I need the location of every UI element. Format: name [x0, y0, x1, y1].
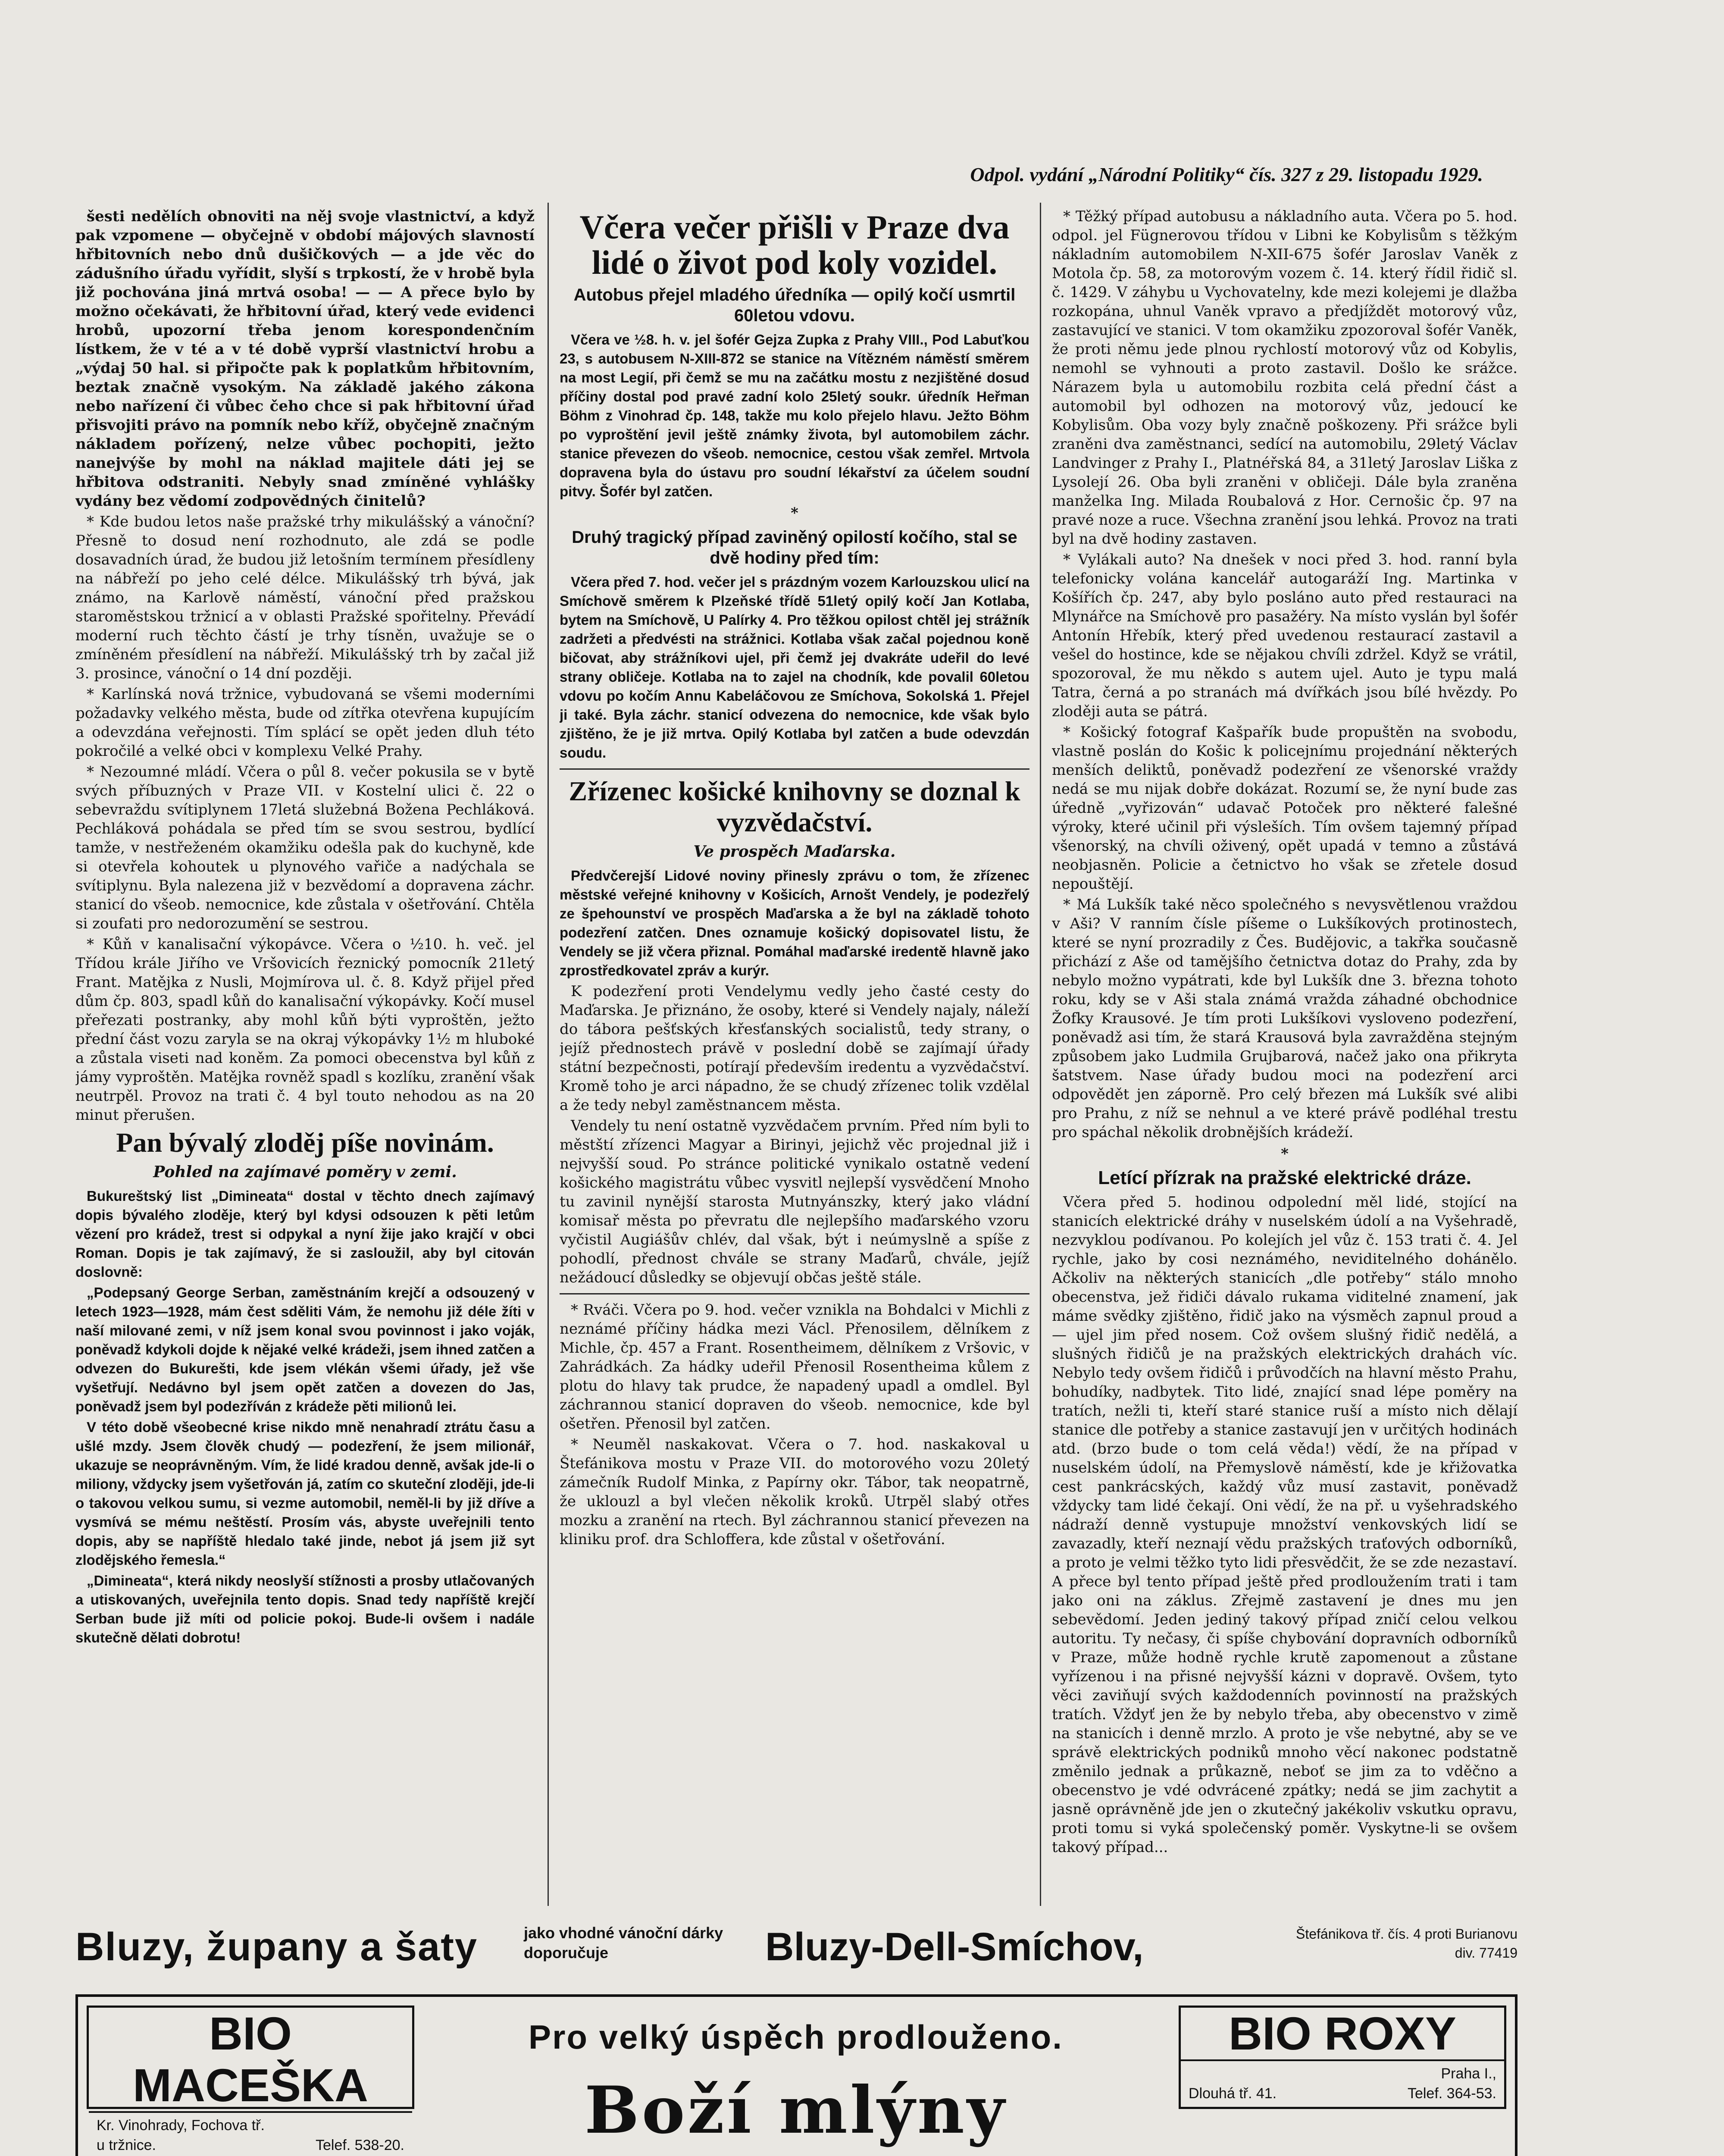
subheadline: Ve prospěch Maďarska. — [693, 843, 896, 861]
headline: Druhý tragický případ zaviněný opilostí kočího, stal se dvě hodiny před tím: — [572, 528, 1017, 567]
cinema-name: BIO MACEŠKA — [89, 2008, 412, 2113]
cinema-advertisement — [75, 1994, 1517, 2156]
address-line: Dlouhá tř. 41. — [1189, 2085, 1277, 2102]
column-left — [75, 207, 535, 1910]
article-text: * Nezoumné mládí. Včera o půl 8. večer pokusila se v bytě svých příbuzných v Praze VII. v Kostelní ulici č. 22 o sebevraždu svítiplynem 17letá služebná Božena Pechláková. Pechláková pohádala se před tím se svou sestrou, bydlící tamže, v nestřeženém okamžiku odešla pak do kuchyně, kde si otevřela kohoutek u plynového vařiče a nadýchala se svítiplynu. Byla nalezena již v bezvědomí a dopravena záchr. stanicí do všeob. nemocnice, kde zůstala v ošetřování. Chtěla si zoufati pro nedorozumění se sestrou. — [75, 763, 535, 932]
address-row — [97, 2135, 404, 2155]
promo-text: Pro velký úspěch prodlouženo. — [529, 2018, 1063, 2056]
address-row — [1189, 2084, 1496, 2103]
cinema-box-left — [87, 2006, 414, 2153]
article-text: * Vylákali auto? Na dnešek v noci před 3. hod. ranní byla telefonicky volána kancelář autogaráží Ing. Martinka v Košířích čp. 247, aby bylo posláno auto před restauraci na Mlynářce na Smíchově pro pasažéry. Na místo vyslán byl šofér Antonín Hřebík, který před uvedenou restaurací zastavil a vešel do hostince, kde se nějakou chvíli zdržel. Když se vrátil, spozoroval, že mu někdo s autem ujel. Auto je typu malá Tatra, černá a po stranách má dvířkách jsou bílé hvězdy. Po zloději auta se pátrá. — [1052, 551, 1517, 720]
article-text: Včera před 7. hod. večer jel s prázdným vozem Karlouzskou ulicí na Smíchově směrem k Plzeňské třídě 51letý opilý kočí Jan Kotlaba, bytem na Smíchově, U Palírky 4. Pro těžkou opilost chtěl jej strážník zadržeti a předvésti na strážnici. Kotlaba však začal pojednou koně bičovat, aby strážníkovi ujel, při čemž jej dvakráte udeřil do levé strany obličeje. Kotlaba na to zajel na chodník, kde povalil 60letou vdovu po kočím Annu Kabeláčovou ze Smíchova, Sokolská 1. Přejel ji také. Byla záchr. stanicí odvezena do nemocnice, kde však bylo zjištěno, že je již mrtva. Opilý Kotlaba byl zatčen a bude odevzdán soudu. — [560, 574, 1029, 761]
separator-star: * — [1281, 1145, 1289, 1163]
ad-shop-name: Bluzy-Dell-Smíchov, — [765, 1925, 1144, 1969]
article-text: * Košický fotograf Kašpařík bude propuštěn na svobodu, vlastně poslán do Košic k policejnímu projednání některých menších deliktů, poněvadž podezření ze všenorské vraždy nedá se mu nijak dobře dokázat. Rozumí se, že nyní bude zas úředně „vyřizován“ udavač Potoček pro některé falešné výroky, které učinil při výsleších. Tím ovšem tajemný případ všenorský, na chvíli oživený, opět upadá v temno a zůstává neobjasněn. Policie a četnictvo ho však se zřetele dosud nepouštějí. — [1052, 724, 1517, 893]
cinema-name: BIO ROXY — [1181, 2008, 1504, 2061]
article-text: Včera ve ½8. h. v. jel šofér Gejza Zupka z Prahy VIII., Pod Labuťkou 23, s autobusem N-XIII-872 se stanice na Vítězném náměstí směrem na most Legií, při čemž se mu na začátku mostu z nezjištěné dosud příčiny dostal pod pravé zadní kolo 25letý soukr. úředník Heřman Böhm z Vinohrad čp. 148, takže mu kolo přejelo hlavu. Ježto Böhm po vyproštění jevil ještě známky života, byl automobilem záchr. stanice převezen do všeob. nemocnice, cestou však zemřel. Mrtvola dopravena byla do ústavu pro soudní lékařství za účelem soudní pitvy. Šofér byl zatčen. — [560, 332, 1029, 499]
divider — [560, 1293, 1029, 1294]
article-text: * Těžký případ autobusu a nákladního auta. Včera po 5. hod. odpol. jel Fügnerovou třídou v Libni ke Kobylisům s těžkým nákladním automobilem N-XII-675 šofér Jaroslav Vaněk z Motola čp. 58, za motorovým vozem č. 14. který řídil řidič sl. č. 1429. V záhybu u Vychovatelny, kde mezi kolejemi je dlažba rozkopána, uhnul Vaněk vpravo a předjíždět motorový vůz, zastavující ve stanici. V tom okamžiku zpozoroval šofér Vaněk, že proti němu jede plnou rychlostí motorový vůz od Kobylis, nemohl se vyhnouti a proto zastavil. Došlo ke srážce. Nárazem byla u automobilu rozbita celá přední část a automobil byl odhozen na motorový vůz, jedoucí ke Kobylisům. Oba vozy byly značně poškozeny. Při srážce byli zraněni dva zaměstnanci, sedící na automobilu, 29letý Václav Landvinger z Prahy I., Platnéřská 84, a 31letý Jaroslav Liška z Lysolejí 26. Oba byli zraněni v obličeji. Dále byla zraněna manželka Ing. Milada Roubalová z Hor. Cernošic čp. 97 na pravé noze a ruce. Všechna zranění jsou lehká. Provoz na trati byl na dvě hodiny zastaven. — [1052, 208, 1517, 548]
cinema-address — [89, 2113, 412, 2156]
separator-star: * — [791, 505, 798, 522]
subheadline: Autobus přejel mladého úředníka — opilý kočí usmrtil 60letou vdovu. — [573, 285, 1016, 325]
article-text: * Kůň v kanalisační výkopávce. Včera o ½10. h. več. jel Třídou krále Jiřího ve Vršovicích řeznický pomocník 21letý Frant. Matějka z Nusli, Mojmírova ul. č. 8. Když přijel před dům čp. 803, spadl kůň do kanalisační výkopávky. Kočí musel přeřezati postranky, aby mohl kůň býti vyproštěn, ježto přední část vozu zaryla se na okraj výkopávky 1½ m hluboké a zůstala viseti nad koněm. Za pomoci obecenstva byl kůň z jámy vyproštěn. Matějka rovněž spadl s kozlíku, zranění však neutrpěl. Provoz na trati č. 4 byl touto nehodou as na 20 minut přerušen. — [75, 936, 535, 1124]
column-right — [1052, 207, 1517, 1910]
article-text: „Dimineata“, která nikdy neoslyší stížnosti a prosby utlačovaných a utiskovaných, uveřejnila tento dopis. Snad tedy napříště krejčí Serban bude již míti od policie pokoj. Bude-li ovšem i nadále skutečně dělati dobrotu! — [75, 1573, 535, 1645]
article-text: * Neuměl naskakovat. Včera o 7. hod. naskakoval u Štefánikova mostu v Praze VII. do motorového vozu 20letý zámečník Rudolf Minka, z Papírny okr. Tábor, tak neopatrně, že uklouzl a byl vlečen několik kroků. Utrpěl slabý otřes mozku a zranění na rtech. Byl záchrannou stanicí převezen na kliniku prof. dra Schloffera, kde zůstal v ošetřování. — [560, 1436, 1029, 1548]
headline: Pan bývalý zloděj píše novinám. — [116, 1127, 494, 1158]
cinema-address — [1181, 2061, 1504, 2106]
headline: Zřízenec košické knihovny se doznal k vyzvědačství. — [569, 776, 1020, 837]
article-text: * Má Lukšík také něco společného s nevysvětlenou vraždou v Aši? V ranním čísle píšeme o Lukšíkových protinostech, které se nyní prozradily z Čes. Budějovic, a takřka současně přichází z Aše od tamějšího četnictva dotaz do Prahy, zda by nebylo možno vypátrati, kde byl Lukšík dne 3. března tohoto roku, kdy se v Aši stala známá vražda záhadné obchodnice Žofky Krausové. Je tím proti Lukšíkovi vysloveno podezření, poněvadž asi tím, že stará Krausová byla zavražděna stejným způsobem jako Ludmila Grujbarová, načež jako ona přikryta šatstvem. Nase úřady budou moci na podezření arci odpovědět jen záporně. Pro celý březen má Lukšík své alibi pro Prahu, z níž se nehnul a ve které právě podléhal trestu pro spáchal několik drobnějších krádeží. — [1052, 896, 1517, 1141]
article-text: * Karlínská nová tržnice, vybudovaná se všemi moderními požadavky velkého města, bude od zítřka otevřena kupujícím a odevzdána veřejnosti. Tím splácí se opět jeden dluh této pokročilé a velké obci v komplexu Velké Prahy. — [75, 686, 535, 760]
article-text: Vendely tu není ostatně vyzvědačem prvním. Před ním byli to městští zřízenci Magyar a Birinyi, jejichž věc projednal již i nejvyšší soud. Po stránce politické vynikalo ostatně vedení košického magistrátu vůbec vysvitl nejlepší vysvědčení Mnoho tu zavinil nynější starosta Mutnyánszky, který jako vládní komisař města po převratu dle nejlepšího maďarského vzoru vyčistil Augiášův chlév, dal však, být i neúmyslně a spíše z pohodlí, přednost chvále se strany Maďarů, chvále, jejíž nežádoucí důsledky se objevují občas ještě stále. — [560, 1117, 1029, 1286]
column-rule — [548, 203, 549, 1906]
film-title: Boží mlýny — [584, 2072, 1007, 2148]
address-line: Kr. Vinohrady, Fochova tř. — [97, 2117, 265, 2134]
article-text: V této době všeobecné krise nikdo mně nenahradí ztrátu času a ušlé mzdy. Jsem člověk chudý — podezření, že jsem milionář, ukazuje se neoprávněným. Vím, že lidé kradou denně, avšak jde-li o miliony, vždycky jsem vyšetřován já, zatím co skuteční zloději, jde-li o takovou velkou sumu, si vezme automobil, neměl-li by již dříve a vysmívá se mému neštěstí. Prosím vás, abyste uveřejnili tento dopis, aby se napříště hledalo také jinde, nebot já jsem již syt zlodějského řemesla.“ — [75, 1419, 535, 1568]
issue-header: Odpol. vydání „Národní Politiky“ čís. 327 z 29. listopadu 1929. — [970, 163, 1483, 185]
ad-title: Bluzy, župany a šaty — [75, 1925, 478, 1969]
article-text: Včera před 5. hodinou odpolední měl lidé, stojící na stanicích elektrické dráhy v nuselském údolí a na Vyšehradě, nezvyklou podívanou. Po kolejích jel vůz č. 153 trati č. 4. Jel rychle, jako by cosi neznámého, neviditelného dohánělo. Ačkoliv na některých stanicích „dle potřeby“ stálo mnoho obecenstva, jež řidiči dávalo rukama viditelné znamení, jak máme svědky zjištěno, řidič jako na výsměch zapnul proud a — ujel jim před nosem. Což ovšem slušný řidič nedělá, a slušných řidičů je na pražských elektrických drahách víc. Nebylo tedy ovšem řidičů i průvodčích na hlavní město Prahu, bohudíky, nadbytek. Tito lidé, znající snad lépe poměry na tratích, nežli ti, kteří staré stanice ruší a místo nich dělají stanice dle potřeby a stanice zastavují jen v určitých hodinách atd. (brzo bude o tom celá věda!) vědí, že na případ v nuselském údolí, na Přemyslově náměstí, kde je křižovatka cest pankrácských, každý vůz musí zastavit, poněvadž vždycky tam lidé čekají. Oni vědí, že na př. u vyšehradského nádraží denně vystupuje množství venkovských lidí se zavazadly, kteří neznají vědu pražských traťových odborníků, a proto je velmi těžko tyto lidi přesvědčit, že se zde nezastaví. A přece byl tento případ ještě před prodloužením trati i tam jako oni na záklus. Zřejmě zastavení je dnes mu jen sebevědomí. Jeden jediný takový případ zničí celou velkou autoritu. Ty nečasy, či spíše chybování dopravních odborníků v Praze, může hodně rychle krutě zapomenout a zůstane vyřízenou i na přisné nejvyšší kázni v dopravě. Ovšem, tyto věci zaviňují svých každodenních povinností na pražských tratích. Vždyť jen že by nebylo třeba, aby obecenstvo v zimě na stanicích i denně mrzlo. A proto je vše nebytné, aby se ve správě elektrických podniků mnoho věcí nakonec podstatně změnilo jednak a průkazně, neboť se jim za to vděčno a obecenstvo je vdé odvrácené zpátky; nedá se jim zachytit a jasně oprávněně jde jen o zkutečný jakékoliv vskutku opravu, proti tomu si vyká společenský poměr. Vyskytne-li se ovšem takový případ... — [1052, 1194, 1517, 1856]
advertisement-bar — [75, 1917, 1517, 1977]
cinema-box-right — [1179, 2006, 1506, 2109]
column-middle — [560, 207, 1029, 1910]
address-line: u tržnice. — [97, 2137, 156, 2153]
article-text: Předvčerejší Lidové noviny přinesly zprávu o tom, že zřízenec městské veřejné knihovny v Košicích, Arnošt Vendely, je podezřelý ze špehounství ve prospěch Maďarska a že byl na základě tohoto podezření zatčen. Dnes oznamuje košický dopisovatel listu, že Vendely se již včera přiznal. Pomáhal maďarské iredentě hlavně jako zprostředkovatel zpráv a kurýr. — [560, 868, 1029, 978]
address-line: Praha I., — [1441, 2065, 1496, 2082]
article-text: Bukureštský list „Dimineata“ dostal v těchto dnech zajímavý dopis bývalého zloděje, který byl kdysi odsouzen k pěti letům vězení pro krádež, trest si odpykal a nyní žije jako krajčí v obci Roman. Dopis je tak zajímavý, že si zasloužil, aby byl citován doslovně: — [75, 1188, 535, 1280]
headline: Včera večer přišli v Praze dva lidé o život pod koly vozidel. — [579, 208, 1010, 281]
ad-text: jako vhodné vánoční dárky doporučuje — [524, 1924, 723, 1962]
article-text: K podezření proti Vendelymu vedly jeho časté cesty do Maďarska. Je přiznáno, že osoby, které si Vendely najaly, náleží do tábora pešťských křesťanských socialistů, tedy strany, o jejíž přednostech právě v poslední době se zajímají úřady státní bezpečnosti, potírají především iredentu a vyzvědačství. Kromě toho je arci nápadno, že se chudý zřízenec tolik vzdělal a že tedy nebyl zaměstnancem města. — [560, 983, 1029, 1114]
subheadline: Pohled na zajímavé poměry v zemi. — [153, 1163, 457, 1181]
phone-number: Telef. 364-53. — [1407, 2085, 1496, 2102]
article-text: * Kde budou letos naše pražské trhy mikulášský a vánoční? Přesně to dosud není rozhodnuto, ale zdá se podle dosavadních úrad, že budou již letošním termínem přesídleny na nábřeží po jeho celé délce. Mikulášský trh bývá, jak známo, na Karlově náměstí, vánoční před pražskou staroměstskou tržnicí a v oblasti Pražské spořitelny. Převádí moderní ruch těchto částí je trhy tísněn, uvažuje se o zmíněném přesídlení na nábřeží. Mikulášský trh by začal již 3. prosince, vánoční o 14 dní později. — [75, 513, 535, 682]
article-text: * Rváči. Včera po 9. hod. večer vznikla na Bohdalci v Michli z neznámé příčiny hádka mezi Václ. Přenosilem, dělníkem z Michle, čp. 457 a Frant. Rosentheimem, dělníkem z Vršovic, v Zahrádkách. Za hádky udeřil Přenosil Rosentheima kůlem z plotu do hlavy tak prudce, že napadený upadl a omdlel. Byl záchrannou stanicí dopraven do všeob. nemocnice, kde byl ošetřen. Přenosil byl zatčen. — [560, 1301, 1029, 1432]
article-text: šesti nedělích obnoviti na něj svoje vlastnictví, a když pak vzpomene — obyčejně v období májových slavností hřbitovních nebo dnů dušičkových — a jde věc do zádušního úřadu vyřídit, slyší s trpkostí, že v hrobě byla již pochována jiná mrtvá osoba! — — A přece bylo by možno očekávati, že hřbitovní úřad, který vede evidenci hrobů, upozorní třeba jenom korespondenčním lístkem, že v té a v té době vyprší vlastnictví hrobu a „výdaj 50 hal. si připočte pak k poplatkům hřbitovním, beztak značně vysokým. Na základě jakého zákona nebo nařízení či vůbec čeho chce si pak hřbitovní úřad přisvojiti právo na pomník nebo kříž, obyčejně značným nákladem pořízený, nelze vůbec pochopiti, ježto nanejvýše by mohl na náklad majitele dáti jej se hřbitova odstraniti. Nebyly snad zmíněné vyhlášky vydány bez vědomí zodpovědných činitelů? — [75, 208, 535, 510]
column-rule — [1040, 203, 1041, 1906]
divider — [560, 768, 1029, 770]
headline: Letící přízrak na pražské elektrické dráze. — [1098, 1167, 1471, 1188]
phone-number: Telef. 538-20. — [315, 2137, 404, 2153]
ad-address: Štefánikova tř. čís. 4 proti Burianovu div. 77419 — [1295, 1926, 1517, 1961]
article-text: „Podepsaný George Serban, zaměstnáním krejčí a odsouzený v letech 1923—1928, mám čest sděliti Vám, že nemohu již déle žíti v naší milované zemi, v níž jsem konal svou povinnost i jako voják, poněvadž kdykoli dojde k nějaké velké krádeži, jsem ihned zatčen a odvezen do Bukurešti, kde jsem vlékán všemi úřady, jež vše vyšetřují. Nedávno byl jsem opět zatčen a dovezen do Jas, poněvadž jsem byl podezříván z krádeže pěti milionů lei. — [75, 1285, 535, 1414]
